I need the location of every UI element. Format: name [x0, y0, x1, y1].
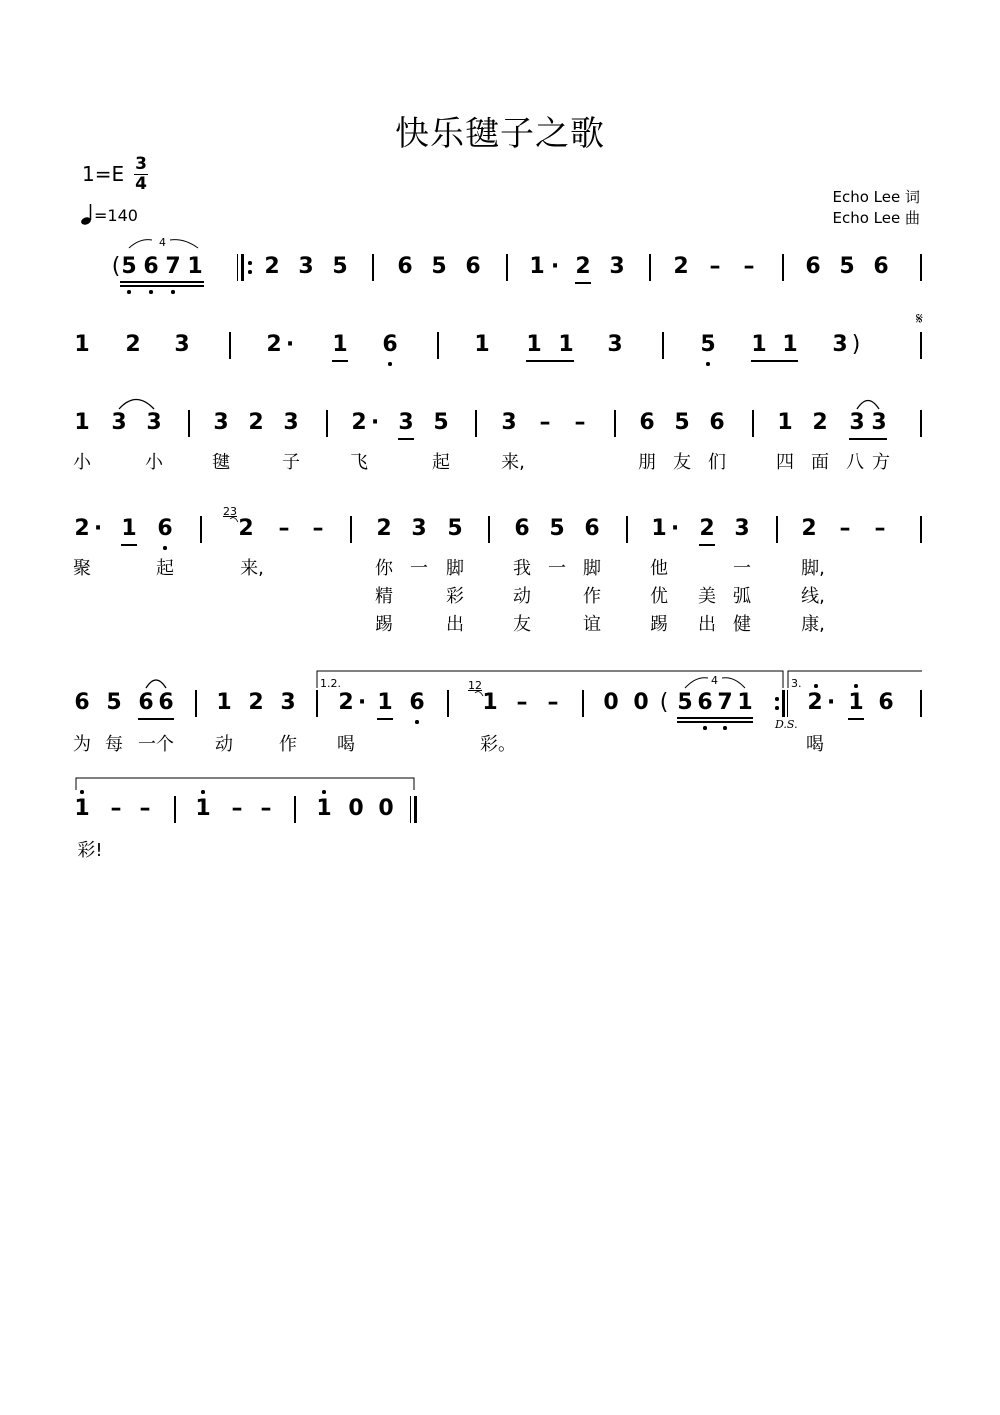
- note: 6: [805, 254, 821, 279]
- bar-line: [326, 410, 328, 437]
- bar-line: [752, 410, 754, 437]
- bar-line: [626, 516, 628, 543]
- lyric: 你: [375, 558, 393, 579]
- note: 3: [298, 254, 314, 279]
- lyrics-line-4b: [0, 582, 1000, 610]
- note: 3: [398, 410, 414, 435]
- dash: –: [709, 254, 721, 279]
- score-line-3: [0, 410, 1000, 450]
- note: 1: [316, 796, 332, 821]
- note: 6: [697, 690, 713, 715]
- lyrics-line-4a: [0, 554, 1000, 582]
- credits: [833, 187, 921, 229]
- lyric: 友: [673, 452, 691, 473]
- note: 3: [832, 332, 848, 357]
- note: 2: [351, 410, 367, 435]
- rest: 0: [348, 796, 364, 821]
- lyric: 聚: [73, 558, 91, 579]
- note: 6: [878, 690, 894, 715]
- low-dot: [388, 362, 392, 366]
- quarter-note-icon: [80, 207, 94, 225]
- repeat-bar-thick: [782, 690, 785, 717]
- lyric: 我: [513, 558, 531, 579]
- note: 5: [700, 332, 716, 357]
- low-dot: [415, 720, 419, 724]
- lyric: 飞: [350, 452, 368, 473]
- tempo-value: =140: [94, 206, 138, 225]
- repeat-dot: [775, 697, 779, 701]
- lyric: 毽: [212, 452, 230, 473]
- underline: [575, 282, 591, 284]
- bar-line: [920, 410, 922, 437]
- note: 5: [433, 410, 449, 435]
- note: 5: [106, 690, 122, 715]
- note: 2: [338, 690, 354, 715]
- composer-credit: Echo Lee 曲: [832, 209, 920, 227]
- bar-line: [920, 516, 922, 543]
- note: 6: [409, 690, 425, 715]
- note: 2: [807, 690, 823, 715]
- lyrics-line-6: [0, 836, 1000, 864]
- augmentation-dot: ·: [670, 516, 680, 541]
- lyric: 一: [733, 558, 751, 579]
- lyric: 彩: [446, 586, 464, 607]
- bar-line: [188, 410, 190, 437]
- bar-line: [614, 410, 616, 437]
- note: 1: [474, 332, 490, 357]
- note: 3: [849, 410, 865, 435]
- score-line-1: [0, 254, 1000, 294]
- dash: –: [574, 410, 586, 435]
- tuplet-number: 4: [711, 674, 718, 687]
- bar-line: [776, 516, 778, 543]
- note: 3: [213, 410, 229, 435]
- lyric: 起: [432, 452, 450, 473]
- note: 2: [376, 516, 392, 541]
- tuplet-number: 4: [159, 236, 166, 249]
- note: 3: [111, 410, 127, 435]
- volta-1-label: 1.2.: [320, 677, 341, 690]
- dash: –: [260, 796, 272, 821]
- dash: –: [839, 516, 851, 541]
- note: 7: [165, 254, 181, 279]
- note: 2: [801, 516, 817, 541]
- low-dot: [127, 290, 131, 294]
- note: 5: [839, 254, 855, 279]
- augmentation-dot: ·: [826, 690, 836, 715]
- augmentation-dot: ·: [357, 690, 367, 715]
- lyric: 喝: [337, 734, 355, 755]
- bar-line: [475, 410, 477, 437]
- bar-line: [649, 254, 651, 281]
- note: 2: [699, 516, 715, 541]
- lyric: 朋: [638, 452, 656, 473]
- lyric: 彩!: [77, 840, 103, 861]
- low-dot: [723, 726, 727, 730]
- lyric: 友: [513, 614, 531, 635]
- note: 2: [266, 332, 282, 357]
- bar-line: [920, 332, 922, 359]
- rest: 0: [603, 690, 619, 715]
- lyrics-line-3: [0, 448, 1000, 476]
- note: 1: [526, 332, 542, 357]
- bar-line: [200, 516, 202, 543]
- lyric: 踢: [650, 614, 668, 635]
- repeat-bar-thin: [787, 690, 788, 717]
- note: 2: [264, 254, 280, 279]
- note: 6: [514, 516, 530, 541]
- lyric: 精: [375, 586, 393, 607]
- lyric: 一个: [138, 734, 174, 755]
- note: 2: [74, 516, 90, 541]
- note: 6: [74, 690, 90, 715]
- lyric: 们: [708, 452, 726, 473]
- note: 1: [74, 410, 90, 435]
- paren-open: (: [659, 690, 669, 715]
- lyrics-line-5: [0, 730, 1000, 758]
- note: 1: [848, 690, 864, 715]
- paren-open: (: [111, 254, 121, 279]
- lyric: 每: [105, 734, 123, 755]
- note: 6: [157, 516, 173, 541]
- note: 3: [174, 332, 190, 357]
- note: 5: [677, 690, 693, 715]
- note: 1: [195, 796, 211, 821]
- bar-line: [447, 690, 449, 717]
- lyric: 弧: [733, 586, 751, 607]
- final-bar-thin: [410, 796, 411, 823]
- rest: 0: [633, 690, 649, 715]
- lyric: 起: [156, 558, 174, 579]
- underline: [849, 438, 887, 440]
- dash: –: [231, 796, 243, 821]
- note: 1: [737, 690, 753, 715]
- lyric: 八: [846, 452, 864, 473]
- time-signature: [134, 155, 148, 194]
- augmentation-dot: ·: [370, 410, 380, 435]
- note: 7: [717, 690, 733, 715]
- final-bar-thick: [414, 796, 417, 823]
- lyric: 方: [872, 452, 890, 473]
- high-dot: [322, 790, 326, 794]
- bar-line: [372, 254, 374, 281]
- note: 3: [411, 516, 427, 541]
- lyric: 一: [548, 558, 566, 579]
- dash: –: [139, 796, 151, 821]
- note: 1: [777, 410, 793, 435]
- note: 3: [280, 690, 296, 715]
- lyric: 脚: [583, 558, 601, 579]
- lyric: 彩。: [480, 734, 516, 755]
- note: 1: [377, 690, 393, 715]
- note: 5: [549, 516, 565, 541]
- bar-line: [174, 796, 176, 823]
- dash: –: [547, 690, 559, 715]
- lyrics-line-4c: [0, 610, 1000, 638]
- note: 1: [482, 690, 498, 715]
- lyric: 喝: [806, 734, 824, 755]
- note: 5: [332, 254, 348, 279]
- lyric: 来,: [240, 558, 264, 579]
- bar-line: [662, 332, 664, 359]
- dash: –: [312, 516, 324, 541]
- underline: [138, 718, 174, 720]
- note: 3: [609, 254, 625, 279]
- rest: 0: [378, 796, 394, 821]
- note: 6: [382, 332, 398, 357]
- underline: [377, 718, 393, 720]
- high-dot: [201, 790, 205, 794]
- underline: [751, 360, 798, 362]
- note: 1: [187, 254, 203, 279]
- song-title: 快乐毽子之歌: [395, 114, 605, 154]
- lyric: 来,: [501, 452, 525, 473]
- underline: [120, 285, 204, 287]
- note: 1: [751, 332, 767, 357]
- note: 6: [465, 254, 481, 279]
- note: 6: [639, 410, 655, 435]
- note: 2: [812, 410, 828, 435]
- note: 1: [651, 516, 667, 541]
- bar-line: [437, 332, 439, 359]
- note: 3: [871, 410, 887, 435]
- underline: [699, 544, 715, 546]
- low-dot: [703, 726, 707, 730]
- note: 6: [709, 410, 725, 435]
- note: 1: [782, 332, 798, 357]
- underline: [526, 360, 574, 362]
- bar-line: [782, 254, 784, 281]
- note: 3: [607, 332, 623, 357]
- dash: –: [874, 516, 886, 541]
- score-line-2: [0, 332, 1000, 372]
- note: 3: [734, 516, 750, 541]
- augmentation-dot: ·: [285, 332, 295, 357]
- note: 1: [529, 254, 545, 279]
- note: 2: [248, 410, 264, 435]
- time-signature-bottom: 4: [135, 174, 147, 194]
- lyricist-credit: Echo Lee 词: [832, 188, 920, 206]
- repeat-dot: [775, 706, 779, 710]
- score-line-5: [0, 690, 1000, 730]
- bar-line: [582, 690, 584, 717]
- lyric: 他: [650, 558, 668, 579]
- lyric: 小: [73, 452, 91, 473]
- note: 5: [431, 254, 447, 279]
- underline: [121, 544, 137, 546]
- lyric: 子: [282, 452, 300, 473]
- lyric: 谊: [583, 614, 601, 635]
- key-signature: 1=E: [82, 162, 125, 186]
- low-dot: [149, 290, 153, 294]
- tempo-marking: [80, 206, 138, 225]
- repeat-bar-thick: [241, 254, 244, 281]
- note: 3: [501, 410, 517, 435]
- lyric: 优: [650, 586, 668, 607]
- lyric: 小: [145, 452, 163, 473]
- grace-notes: 23: [223, 505, 237, 518]
- lyric: 脚,: [801, 558, 825, 579]
- bar-line: [506, 254, 508, 281]
- augmentation-dot: ·: [550, 254, 560, 279]
- bar-line: [195, 690, 197, 717]
- paren-close: ): [851, 332, 861, 357]
- ds-marking: D.S.: [775, 718, 798, 731]
- lyric: 一: [410, 558, 428, 579]
- lyric: 动: [513, 586, 531, 607]
- underline: [677, 717, 753, 719]
- augmentation-dot: ·: [93, 516, 103, 541]
- lyric: 出: [446, 614, 464, 635]
- note: 1: [74, 796, 90, 821]
- dash: –: [278, 516, 290, 541]
- dash: –: [110, 796, 122, 821]
- note: 2: [673, 254, 689, 279]
- high-dot: [80, 790, 84, 794]
- note: 2: [575, 254, 591, 279]
- time-signature-top: 3: [135, 154, 147, 174]
- bar-line: [488, 516, 490, 543]
- note: 6: [158, 690, 174, 715]
- dash: –: [516, 690, 528, 715]
- lyric: 线,: [801, 586, 825, 607]
- bar-line: [229, 332, 231, 359]
- underline: [398, 438, 414, 440]
- note: 1: [558, 332, 574, 357]
- repeat-bar-thin: [237, 254, 238, 281]
- lyric: 四: [776, 452, 794, 473]
- note: 1: [216, 690, 232, 715]
- lyric: 作: [279, 734, 297, 755]
- lyric: 为: [73, 734, 91, 755]
- bar-line: [316, 690, 318, 717]
- lyric: 踢: [375, 614, 393, 635]
- lyric: 康,: [801, 614, 825, 635]
- low-dot: [171, 290, 175, 294]
- note: 2: [125, 332, 141, 357]
- note: 6: [584, 516, 600, 541]
- lyric: 美: [698, 586, 716, 607]
- note: 3: [283, 410, 299, 435]
- lyric: 作: [583, 586, 601, 607]
- bar-line: [294, 796, 296, 823]
- repeat-dot: [248, 261, 252, 265]
- volta-2-label: 3.: [791, 677, 802, 690]
- note: 5: [447, 516, 463, 541]
- note: 1: [121, 516, 137, 541]
- high-dot: [814, 684, 818, 688]
- note: 6: [397, 254, 413, 279]
- bar-line: [920, 254, 922, 281]
- underline: [120, 281, 204, 283]
- note: 6: [143, 254, 159, 279]
- underline: [848, 718, 864, 720]
- note: 3: [146, 410, 162, 435]
- dash: –: [539, 410, 551, 435]
- underline: [677, 721, 753, 723]
- note: 2: [248, 690, 264, 715]
- high-dot: [854, 684, 858, 688]
- note: 1: [332, 332, 348, 357]
- lyric: 动: [215, 734, 233, 755]
- note: 6: [873, 254, 889, 279]
- repeat-dot: [248, 270, 252, 274]
- lyric: 面: [811, 452, 829, 473]
- lyric: 健: [733, 614, 751, 635]
- segno-sign: 𝄋: [916, 309, 923, 328]
- score-line-6: [0, 796, 1000, 836]
- bar-line: [350, 516, 352, 543]
- note: 2: [238, 516, 254, 541]
- lyric: 出: [698, 614, 716, 635]
- score-line-4: [0, 516, 1000, 556]
- note: 1: [74, 332, 90, 357]
- note: 5: [121, 254, 137, 279]
- note: 5: [674, 410, 690, 435]
- note: 6: [138, 690, 154, 715]
- low-dot: [163, 546, 167, 550]
- bar-line: [920, 690, 922, 717]
- grace-notes: 12: [468, 679, 482, 692]
- dash: –: [743, 254, 755, 279]
- lyric: 脚: [446, 558, 464, 579]
- low-dot: [706, 362, 710, 366]
- underline: [332, 360, 348, 362]
